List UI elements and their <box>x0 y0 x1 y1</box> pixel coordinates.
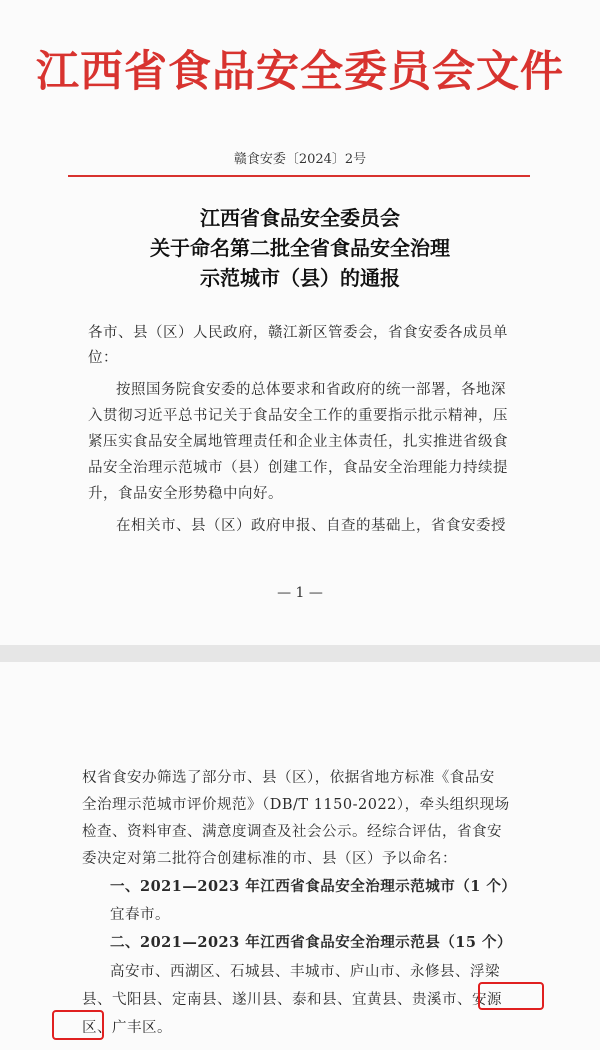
section2-list-line-2: 县、弋阳县、定南县、遂川县、泰和县、宜黄县、贵溪市、安源 <box>82 992 502 1008</box>
header-divider <box>68 175 530 177</box>
paragraph-cont-line-2: 全治理示范城市评价规范》（DB/T 1150-2022），牵头组织现场 <box>82 797 510 813</box>
paragraph1-line-2: 入贯彻习近平总书记关于食品安全工作的重要指示批示精神，压 <box>88 408 508 424</box>
section2-list-line-1: 高安市、西湖区、石城县、丰城市、庐山市、永修县、浮梁 <box>110 964 500 980</box>
paragraph1-line-5: 升，食品安全形势稳中向好。 <box>88 486 283 502</box>
recipients-line-2: 位： <box>88 350 118 366</box>
section1-list: 宜春市。 <box>110 907 170 923</box>
document-number: 赣食安委〔2024〕2号 <box>233 152 367 167</box>
page-gap <box>0 645 600 662</box>
recipients-line-1: 各市、县（区）人民政府，赣江新区管委会，省食安委各成员单 <box>88 325 508 341</box>
section2-list-line-3: 区、广丰区。 <box>82 1020 172 1036</box>
section2-heading: 二、2021—2023 年江西省食品安全治理示范县（15 个） <box>110 934 512 951</box>
paragraph-cont-line-4: 委决定对第二批符合创建标准的市、县（区）予以命名： <box>82 851 457 867</box>
paragraph1-line-4: 品安全治理示范城市（县）创建工作，食品安全治理能力持续提 <box>88 460 508 476</box>
section1-heading: 一、2021—2023 年江西省食品安全治理示范城市（1 个） <box>110 878 517 895</box>
paragraph1-line-3: 紧压实食品安全属地管理责任和企业主体责任，扎实推进省级食 <box>88 434 508 450</box>
page-number: — 1 — <box>277 585 323 601</box>
title-line-3: 示范城市（县）的通报 <box>200 266 400 290</box>
paragraph2-line-1: 在相关市、县（区）政府申报、自查的基础上，省食安委授 <box>116 518 506 534</box>
paragraph-cont-line-1: 权省食安办筛选了部分市、县（区），依据省地方标准《食品安 <box>82 770 495 786</box>
title-line-1: 江西省食品安全委员会 <box>200 206 400 230</box>
paragraph1-line-1: 按照国务院食安委的总体要求和省政府的统一部署，各地深 <box>116 382 506 398</box>
document-page-2 <box>0 662 600 1050</box>
title-line-2: 关于命名第二批全省食品安全治理 <box>150 236 450 260</box>
document-header: 江西省食品安全委员会文件 <box>36 47 564 97</box>
paragraph-cont-line-3: 检查、资料审查、满意度调查及社会公示。经综合评估，省食安 <box>82 824 502 840</box>
